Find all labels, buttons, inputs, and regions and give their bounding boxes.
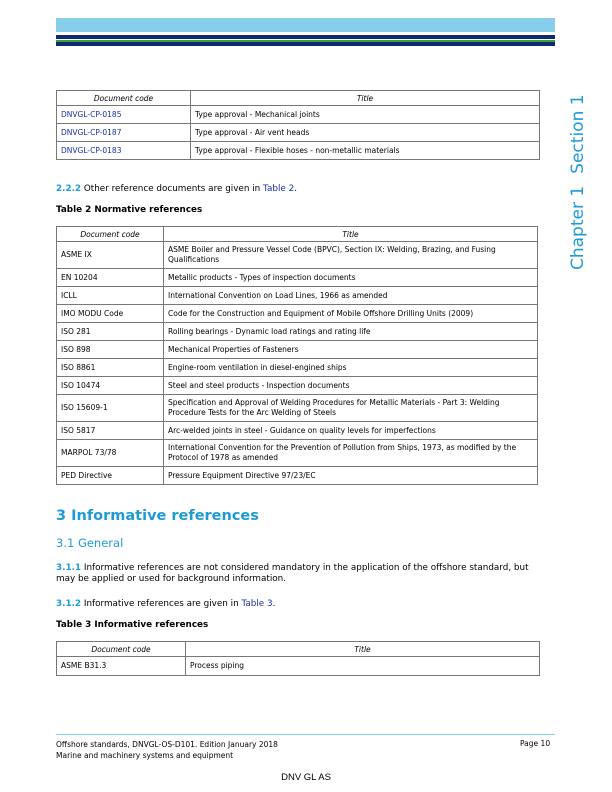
document-code: ISO 15609-1	[57, 395, 164, 422]
document-code: ISO 898	[57, 341, 164, 359]
document-code: EN 10204	[57, 269, 164, 287]
side-tab-section: Section 1	[568, 94, 588, 174]
header-document-code: Document code	[57, 91, 191, 106]
document-title: ASME Boiler and Pressure Vessel Code (BPVC), Section IX: Welding, Brazing, and Fusing Qualifications	[164, 242, 538, 269]
table-row	[57, 269, 538, 287]
paragraph-text: Informative references are given in	[81, 599, 242, 609]
document-title: Specification and Approval of Welding Procedures for Metallic Materials - Part 3: Welding Procedure Tests for the Arc Welding of Steels	[164, 395, 538, 422]
header-document-code: Document code	[57, 227, 164, 242]
header-band-navy-top	[56, 35, 555, 39]
table-informative-references	[56, 641, 540, 676]
document-title: Arc-welded joints in steel - Guidance on quality levels for imperfections	[164, 422, 538, 440]
paragraph-3-1-2	[56, 599, 275, 610]
table-header-row	[57, 91, 540, 106]
heading-informative-references: 3 Informative references	[56, 508, 259, 524]
table-header-row	[57, 642, 540, 657]
header-title: Title	[164, 227, 538, 242]
table-3-link[interactable]: Table 3	[241, 599, 273, 609]
paragraph-number: 2.2.2	[56, 184, 82, 194]
footer-line-2: Marine and machinery systems and equipment	[56, 751, 234, 760]
table-2-caption: Table 2 Normative references	[56, 205, 203, 215]
header-title: Title	[191, 91, 540, 106]
document-code: ISO 8861	[57, 359, 164, 377]
document-title: International Convention on Load Lines, 1966 as amended	[164, 287, 538, 305]
document-code: MARPOL 73/78	[57, 440, 164, 467]
table-normative-references	[56, 226, 538, 485]
document-title: Engine-room ventilation in diesel-engined ships	[164, 359, 538, 377]
paragraph-end: .	[272, 599, 276, 609]
header-band-light	[56, 18, 555, 32]
paragraph-text: Informative references are not considered mandatory in the application of the offshore standard, but may be applied or used for background information.	[56, 563, 529, 584]
document-title: International Convention for the Prevention of Pollution from Ships, 1973, as modified by the Protocol of 1978 as amended	[164, 440, 538, 467]
document-title: Steel and steel products - Inspection documents	[164, 377, 538, 395]
table-row	[57, 323, 538, 341]
document-title: Type approval - Flexible hoses - non-metallic materials	[191, 142, 540, 160]
document-code: ISO 10474	[57, 377, 164, 395]
table-row	[57, 440, 538, 467]
table-type-approval	[56, 90, 540, 160]
document-code: ASME B31.3	[57, 657, 186, 676]
table-row	[57, 422, 538, 440]
paragraph-end: .	[294, 184, 297, 194]
paragraph-number: 3.1.1	[56, 563, 82, 573]
document-code: ASME IX	[57, 242, 164, 269]
side-tab-text	[568, 82, 588, 270]
header-band-navy-bottom	[56, 42, 555, 46]
document-title: Code for the Construction and Equipment of Mobile Offshore Drilling Units (2009)	[164, 305, 538, 323]
company-name: DNV GL AS	[281, 772, 331, 783]
document-code: ICLL	[57, 287, 164, 305]
header-title: Title	[186, 642, 540, 657]
table-row	[57, 359, 538, 377]
document-title: Mechanical Properties of Fasteners	[164, 341, 538, 359]
document-code: IMO MODU Code	[57, 305, 164, 323]
document-title: Type approval - Air vent heads	[191, 124, 540, 142]
table-row	[57, 467, 538, 485]
page-number: Page 10	[520, 739, 551, 748]
paragraph-3-1-1	[56, 563, 546, 585]
document-code-link[interactable]: DNVGL-CP-0187	[57, 124, 191, 142]
table-row	[57, 305, 538, 323]
document-code: ISO 5817	[57, 422, 164, 440]
table-row	[57, 124, 540, 142]
heading-general: 3.1 General	[56, 536, 124, 550]
document-title: Type approval - Mechanical joints	[191, 106, 540, 124]
document-title: Metallic products - Types of inspection documents	[164, 269, 538, 287]
table-row	[57, 341, 538, 359]
document-code: PED Directive	[57, 467, 164, 485]
table-row	[57, 242, 538, 269]
footer-line-1: Offshore standards, DNVGL-OS-D101. Edition January 2018	[56, 740, 278, 749]
table-row	[57, 657, 540, 676]
table-row	[57, 287, 538, 305]
document-code: ISO 281	[57, 323, 164, 341]
table-row	[57, 142, 540, 160]
table-row	[57, 377, 538, 395]
paragraph-2-2-2	[56, 184, 297, 195]
footer-document-info	[56, 739, 278, 761]
document-code-link[interactable]: DNVGL-CP-0183	[57, 142, 191, 160]
table-header-row	[57, 227, 538, 242]
document-title: Rolling bearings - Dynamic load ratings and rating life	[164, 323, 538, 341]
side-tab-chapter: Chapter 1	[568, 185, 588, 270]
table-3-caption: Table 3 Informative references	[56, 620, 209, 630]
table-row	[57, 106, 540, 124]
paragraph-number: 3.1.2	[56, 599, 82, 609]
document-title: Process piping	[186, 657, 540, 676]
document-code-link[interactable]: DNVGL-CP-0185	[57, 106, 191, 124]
header-document-code: Document code	[57, 642, 186, 657]
table-2-link[interactable]: Table 2	[263, 184, 295, 194]
table-row	[57, 395, 538, 422]
side-tab	[568, 94, 598, 300]
paragraph-text: Other reference documents are given in	[81, 184, 264, 194]
footer-divider	[56, 734, 555, 735]
document-title: Pressure Equipment Directive 97/23/EC	[164, 467, 538, 485]
